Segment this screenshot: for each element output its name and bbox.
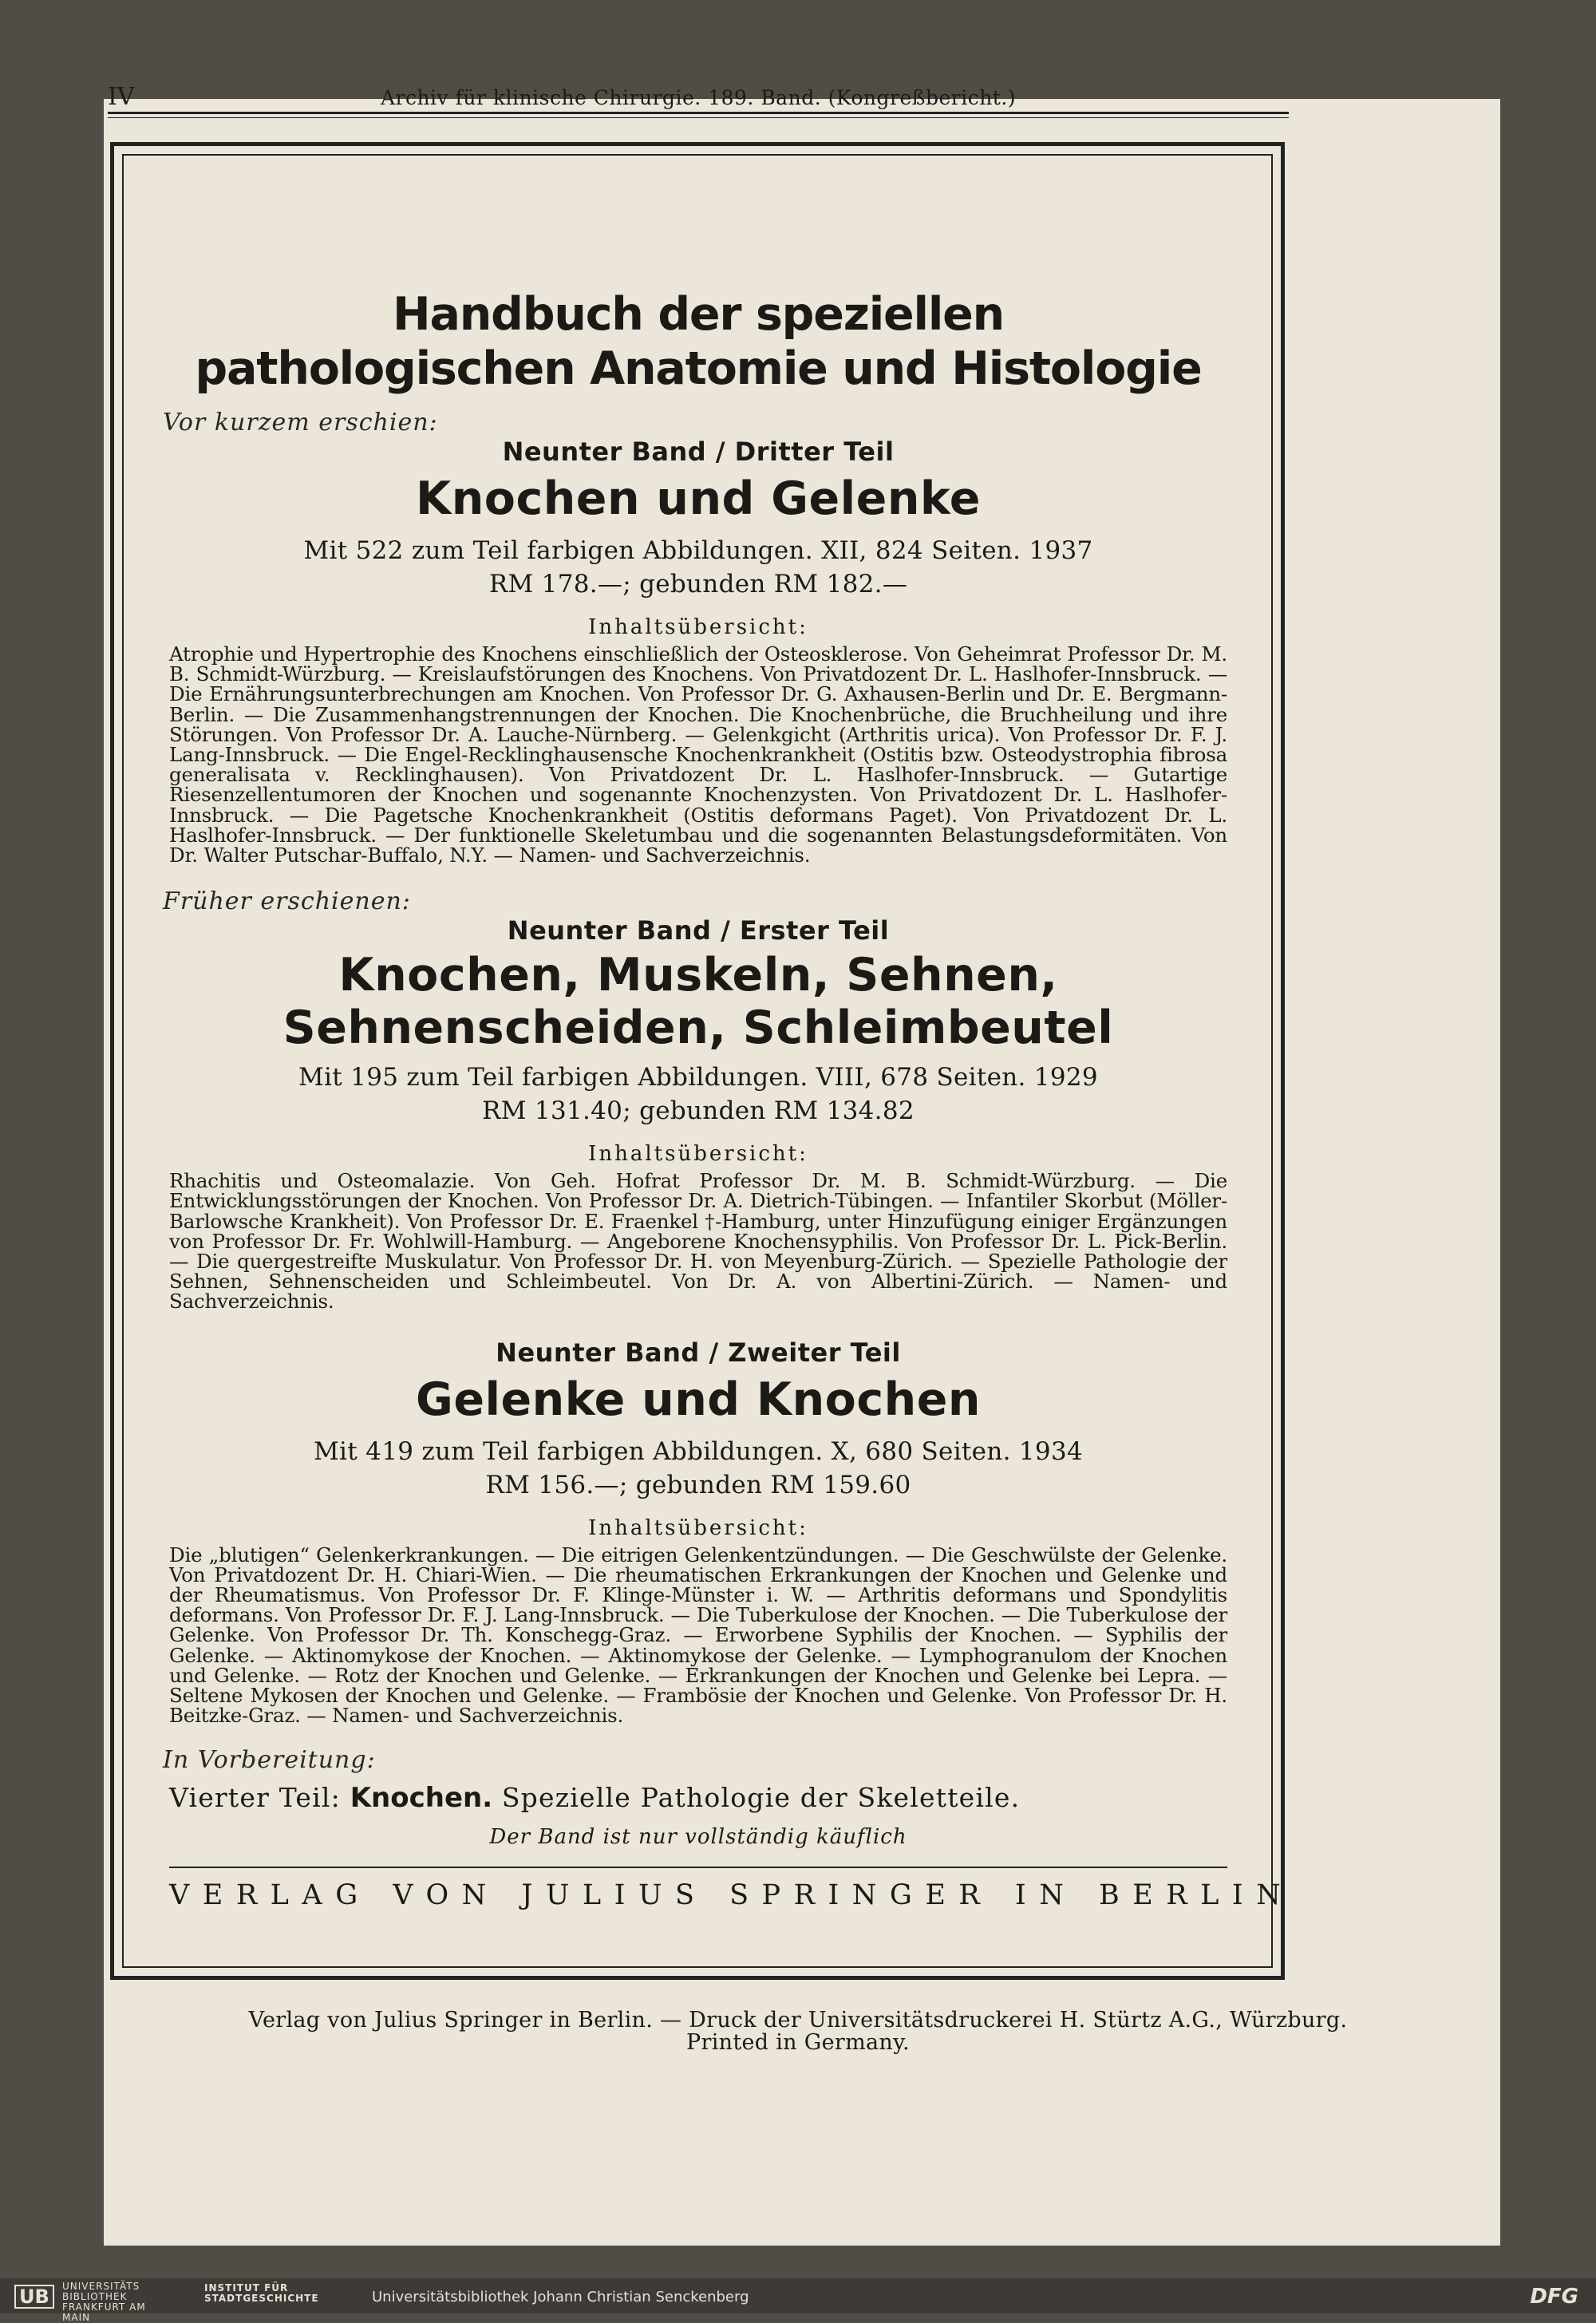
preparation-subtitle: Spezielle Pathologie der Skeletteile. xyxy=(501,1782,1021,1814)
preparation-label: In Vorbereitung: xyxy=(163,1746,376,1775)
toc-text: Rhachitis und Osteomalazie. Von Geh. Hofrat Professor Dr. M. B. Schmidt-Würzburg. — Die Entwicklungsstörungen der Knochen. Von Professor Dr. A. Dietrich-Tübingen. — Infantiler Skorbut (Möller-Barlowsche Krankheit). Von Professor Dr. E. Fraenkel †-Hamburg, unter Hinzufügung einiger Ergänzungen von Professor Dr. Fr. Wohlwill-Hamburg. — Angeborene Knochensyphilis. Von Professor Dr. L. Pick-Berlin. — Die quergestreifte Muskulatur. Von Professor Dr. H. von Meyenburg-Zürich. — Spezielle Pathologie der Sehnen, Sehnenscheiden und Schleimbeutel. Von Dr. A. von Albertini-Zürich. — Namen- und Sachverzeichnis. xyxy=(169,1169,1227,1314)
book-details: Mit 522 zum Teil farbigen Abbildungen. XII, 824 Seiten. 1937 xyxy=(303,536,1093,565)
band-label: Neunter Band / Zweiter Teil xyxy=(496,1337,901,1368)
digitization-logo-bar xyxy=(0,2278,1596,2323)
book-details: Mit 419 zum Teil farbigen Abbildungen. X, 680 Seiten. 1934 xyxy=(314,1436,1083,1466)
book-section xyxy=(163,887,1227,1314)
preparation-note: Der Band ist nur vollständig käuflich xyxy=(489,1825,907,1850)
preparation-section xyxy=(163,1746,1227,1850)
footer-printed: Printed in Germany. xyxy=(686,2030,910,2055)
book-section xyxy=(163,409,1227,867)
section-label: Vor kurzem erschien: xyxy=(163,409,438,437)
page-header xyxy=(108,83,1289,115)
footer-imprint: Verlag von Julius Springer in Berlin. — Druck der Universitätsdruckerei H. Stürtz A.G., Würzburg. xyxy=(248,2008,1348,2033)
ub-logo-text: UNIVERSITÄTS BIBLIOTHEK FRANKFURT AM MAIN xyxy=(62,2281,146,2323)
publisher-rule xyxy=(169,1867,1227,1868)
book-details: Mit 195 zum Teil farbigen Abbildungen. VIII, 678 Seiten. 1929 xyxy=(298,1063,1098,1092)
book-price: RM 178.—; gebunden RM 182.— xyxy=(488,570,908,599)
page-footer xyxy=(200,2009,1396,2054)
band-label: Neunter Band / Dritter Teil xyxy=(502,437,895,467)
running-title: Archiv für klinische Chirurgie. 189. Band. (Kongreßbericht.) xyxy=(380,86,1017,109)
main-title xyxy=(169,287,1227,396)
book-title xyxy=(169,949,1227,1054)
main-title-line: pathologischen Anatomie und Histologie xyxy=(195,342,1202,395)
book-price: RM 131.40; gebunden RM 134.82 xyxy=(482,1096,915,1126)
advertisement-content xyxy=(163,152,1294,1971)
band-label: Neunter Band / Erster Teil xyxy=(507,915,890,946)
dfg-logo: DFG xyxy=(1530,2285,1578,2309)
toc-text: Die „blutigen“ Gelenkerkrankungen. — Die eitrigen Gelenkentzündungen. — Die Geschwülste der Gelenke. Von Privatdozent Dr. H. Chiari-Wien. — Die rheumatischen Erkrankungen der Knochen und Gelenke und der Rheumatismus. Von Professor Dr. F. Klinge-Münster i. W. — Arthritis deformans und Spondylitis deformans. Von Professor Dr. F. J. Lang-Innsbruck. — Die Tuberkulose der Knochen. — Die Tuberkulose der Gelenke. Von Professor Dr. Th. Konschegg-Graz. — Erworbene Syphilis der Knochen. — Syphilis der Gelenke. — Aktinomykose der Knochen. — Aktinomykose der Gelenke. — Lymphogranulom der Knochen und Gelenke. — Rotz der Knochen und Gelenke. — Erkrankungen der Knochen und Gelenke bei Lepra. — Seltene Mykosen der Knochen und Gelenke. — Frambösie der Knochen und Gelenke. Von Professor Dr. H. Beitzke-Graz. — Namen- und Sachverzeichnis. xyxy=(169,1543,1227,1728)
section-label: Früher erschienen: xyxy=(163,887,411,916)
header-rule xyxy=(108,112,1289,114)
main-title-line: Handbuch der speziellen xyxy=(392,288,1005,341)
book-price: RM 156.—; gebunden RM 159.60 xyxy=(485,1470,911,1499)
page-number: IV xyxy=(108,83,135,111)
book-title-line: Knochen, Muskeln, Sehnen, xyxy=(338,949,1058,1002)
book-title: Knochen und Gelenke xyxy=(416,472,981,525)
book-title-line: Sehnenscheiden, Schleimbeutel xyxy=(282,1001,1114,1055)
library-name: Universitätsbibliothek Johann Christian Senckenberg xyxy=(372,2289,749,2305)
publisher-line: VERLAG VON JULIUS SPRINGER IN BERLIN xyxy=(169,1879,1294,1912)
institute-logo-text: INSTITUT FÜR STADTGESCHICHTE xyxy=(204,2282,319,2304)
toc-text: Atrophie und Hypertrophie des Knochens einschließlich der Osteosklerose. Von Geheimrat Professor Dr. M. B. Schmidt-Würzburg. — Kreislaufstörungen des Knochens. Von Privatdozent Dr. L. Haslhofer-Innsbruck. — Die Ernährungsunterbrechungen am Knochen. Von Professor Dr. G. Axhausen-Berlin und Dr. E. Bergmann-Berlin. — Die Zusammenhangstrennungen der Knochen. Die Knochenbrüche, die Bruchheilung und ihre Störungen. Von Professor Dr. A. Lauche-Nürnberg. — Gelenkgicht (Arthritis urica). Von Professor Dr. F. J. Lang-Innsbruck. — Die Engel-Recklinghausensche Knochenkrankheit (Ostitis bzw. Osteodystrophia fibrosa generalisata v. Recklinghausen). Von Privatdozent Dr. L. Haslhofer-Innsbruck. — Gutartige Riesenzellentumoren der Knochen und sogenannte Knochenzysten. Von Privatdozent Dr. L. Haslhofer-Innsbruck. — Die Pagetsche Knochenkrankheit (Ostitis deformans Paget). Von Privatdozent Dr. L. Haslhofer-Innsbruck. — Der funktionelle Skeletumbau und die sogenannten Belastungsdeformitäten. Von Dr. Walter Putschar-Buffalo, N.Y. — Namen- und Sachverzeichnis. xyxy=(169,642,1227,867)
book-title: Gelenke und Knochen xyxy=(416,1373,981,1426)
toc-label: Inhaltsübersicht: xyxy=(588,1515,808,1540)
toc-label: Inhaltsübersicht: xyxy=(588,1142,808,1167)
toc-label: Inhaltsübersicht: xyxy=(588,615,808,639)
book-section xyxy=(169,1337,1227,1726)
preparation-title: Knochen. xyxy=(350,1782,493,1815)
header-rule-thin xyxy=(108,117,1289,118)
ub-logo: UB xyxy=(14,2285,54,2309)
preparation-prefix: Vierter Teil: xyxy=(169,1782,341,1814)
preparation-line xyxy=(169,1782,1227,1814)
